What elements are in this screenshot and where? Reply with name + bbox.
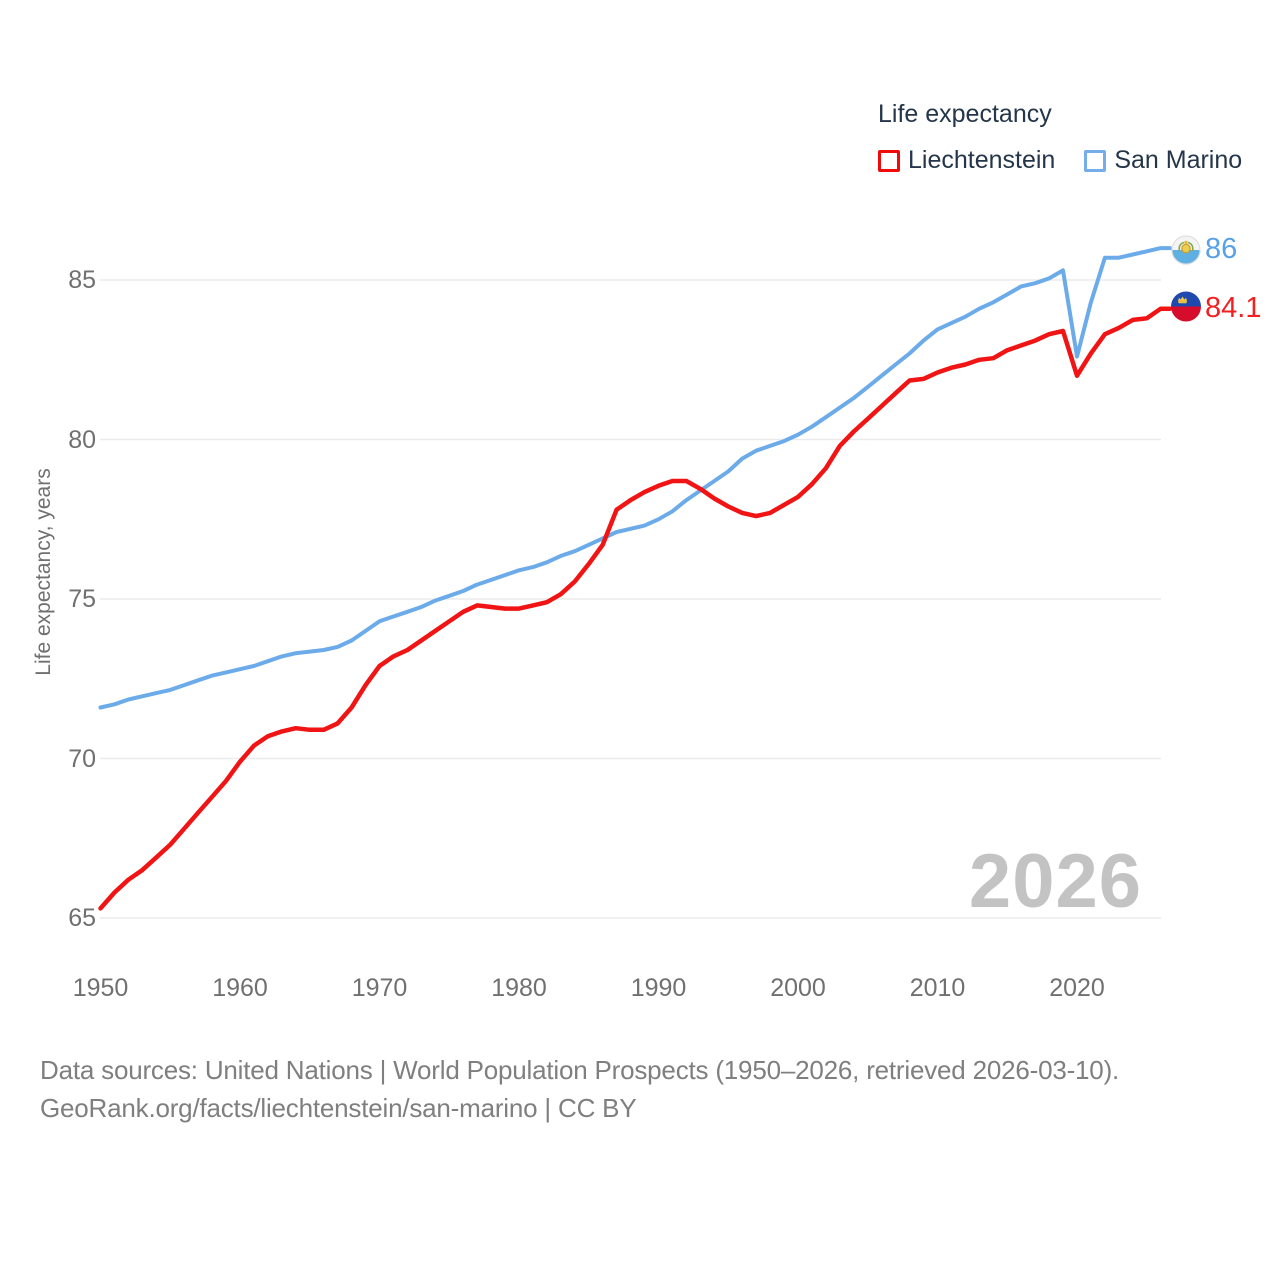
x-tick-label: 2000	[770, 974, 826, 1002]
x-tick-label: 2010	[909, 974, 966, 1002]
y-tick-label: 65	[68, 904, 96, 932]
legend-label-san-marino[interactable]: San Marino	[1114, 146, 1243, 174]
x-tick-label: 1960	[212, 974, 268, 1002]
y-tick-label: 70	[68, 744, 96, 773]
legend-label-liechtenstein[interactable]: Liechtenstein	[908, 146, 1056, 174]
watermark-year: 2026	[968, 839, 1142, 924]
flag-san-marino	[1171, 235, 1201, 265]
x-tick-label: 1970	[351, 974, 408, 1002]
flag-liechtenstein	[1171, 292, 1201, 322]
y-axis-title: Life expectancy, years	[32, 468, 55, 676]
end-value-liechtenstein: 84.1	[1205, 292, 1262, 324]
legend-title: Life expectancy	[878, 100, 1052, 128]
end-value-san-marino: 86	[1205, 233, 1238, 265]
footer-attribution-line: GeoRank.org/facts/liechtenstein/san-marino | CC BY	[40, 1093, 637, 1123]
footer	[40, 1051, 1119, 1127]
y-tick-label: 75	[68, 585, 96, 613]
footer-sources-line: Data sources: United Nations | World Population Prospects (1950–2026, retrieved 2026-03-10).	[40, 1055, 1120, 1085]
x-tick-label: 1980	[491, 974, 547, 1002]
y-tick-label: 85	[68, 266, 96, 294]
x-tick-label: 1990	[630, 974, 687, 1002]
x-tick-label: 2020	[1049, 974, 1105, 1002]
y-tick-label: 80	[68, 425, 96, 454]
x-tick-label: 1950	[72, 974, 129, 1002]
